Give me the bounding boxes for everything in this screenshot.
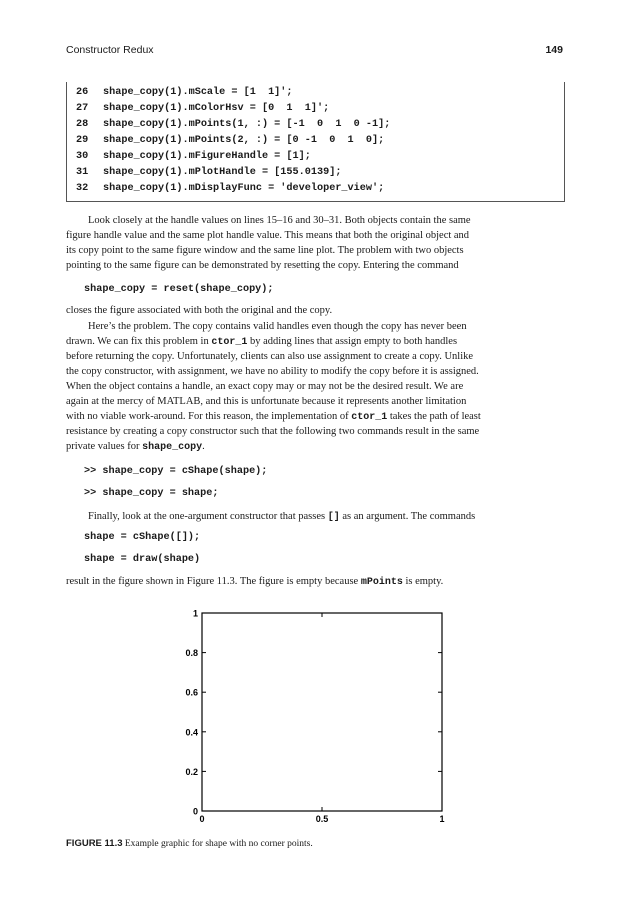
text-run: with no viable work-around. For this reason, the implementation of <box>66 411 352 422</box>
x-tick-label: 1 <box>439 814 445 824</box>
y-tick-label: 0 <box>192 806 198 817</box>
code-line <box>76 135 384 151</box>
command-copy-constructor: >> shape_copy = cShape(shape); <box>84 466 268 477</box>
line-number: 29 <box>76 135 89 146</box>
line-number: 27 <box>76 103 89 114</box>
y-tick-label: 0.4 <box>185 727 198 738</box>
text-run: Finally, look at the one-argument constructor that passes <box>88 511 328 522</box>
caption-text: Example graphic for shape with no corner points. <box>124 839 313 849</box>
code-text: shape_copy(1).mPlotHandle = [155.0139]; <box>103 167 342 178</box>
y-tick-label: 1 <box>192 608 198 619</box>
inline-code: ctor_1 <box>211 337 248 348</box>
text-line: resistance by creating a copy constructor such that the following two commands result in the same <box>66 426 480 437</box>
y-tick-label: 0.2 <box>185 766 198 777</box>
paragraph-problem <box>66 319 565 454</box>
text-line: closes the figure associated with both the original and the copy. <box>66 305 333 316</box>
inline-code: [] <box>327 512 340 523</box>
code-text: shape_copy(1).mDisplayFunc = 'developer_view'; <box>103 183 385 194</box>
code-text: shape_copy(1).mScale = [1 1]'; <box>103 87 293 98</box>
text-run: drawn. We can fix this problem in <box>66 336 212 347</box>
text-line: its copy point to the same figure window and the same line plot. The problem with two objects <box>66 245 464 256</box>
text-line <box>66 409 565 424</box>
text-line: When the object contains a handle, an exact copy may or may not be the desired result. We are <box>66 381 464 392</box>
command-draw: shape = draw(shape) <box>84 554 201 565</box>
line-number: 28 <box>76 119 89 130</box>
code-text: shape_copy(1).mPoints(2, :) = [0 -1 0 1 0]; <box>103 135 385 146</box>
paragraph-handles <box>66 213 565 273</box>
text-line <box>66 509 565 524</box>
inline-code: shape_copy <box>142 442 203 453</box>
text-run: result in the figure shown in Figure 11.3. The figure is empty because <box>66 576 361 587</box>
caption-label: FIGURE 11.3 <box>66 838 123 849</box>
code-text: shape_copy(1).mColorHsv = [0 1 1]'; <box>103 103 330 114</box>
figure-caption <box>66 838 313 849</box>
x-tick-label: 0 <box>199 814 205 824</box>
line-number: 26 <box>76 87 89 98</box>
text-line: Here’s the problem. The copy contains valid handles even though the copy has never been <box>88 321 467 332</box>
inline-code: mPoints <box>360 577 403 588</box>
y-tick-label: 0.8 <box>185 648 198 659</box>
code-line <box>76 103 329 119</box>
text-line <box>66 334 565 349</box>
code-line <box>76 151 311 167</box>
figure-11-3 <box>150 605 460 825</box>
command-reset: shape_copy = reset(shape_copy); <box>84 284 274 295</box>
text-run: by adding lines that assign empty to both handles <box>247 336 458 347</box>
text-run: . <box>202 441 205 452</box>
code-line <box>76 119 390 135</box>
text-line: pointing to the same figure can be demonstrated by resetting the copy. Entering the command <box>66 260 459 271</box>
code-line <box>76 87 293 103</box>
x-tick-label: 0.5 <box>315 814 329 824</box>
line-number: 31 <box>76 167 89 178</box>
page-number: 149 <box>545 44 563 56</box>
text-run: private values for <box>66 441 143 452</box>
line-number: 30 <box>76 151 89 162</box>
text-run: takes the path of least <box>387 411 481 422</box>
code-text: shape_copy(1).mFigureHandle = [1]; <box>103 151 311 162</box>
code-listing <box>66 82 565 202</box>
command-empty-constructor: shape = cShape([]); <box>84 532 201 543</box>
empty-plot <box>150 605 460 825</box>
text-run: as an argument. The commands <box>339 511 476 522</box>
text-line: figure handle value and the same plot handle value. This means that both the original object and <box>66 230 470 241</box>
text-line: the copy constructor, with assignment, we have no ability to modify the copy before it is assigned. <box>66 366 479 377</box>
paragraph-finally <box>66 509 565 524</box>
axes-frame <box>202 613 442 811</box>
text-line <box>66 439 565 454</box>
code-line <box>76 167 341 183</box>
y-tick-label: 0.6 <box>185 687 198 698</box>
text-line <box>66 574 565 589</box>
inline-code: ctor_1 <box>351 412 388 423</box>
line-number: 32 <box>76 183 89 194</box>
code-text: shape_copy(1).mPoints(1, :) = [-1 0 1 0 -1]; <box>103 119 391 130</box>
code-line <box>76 183 384 199</box>
chapter-title: Constructor Redux <box>66 44 154 56</box>
text-line: again at the mercy of MATLAB, and this is unfortunate because it represents another limitation <box>66 396 467 407</box>
paragraph-result <box>66 574 565 589</box>
paragraph-closes <box>66 303 565 318</box>
command-assignment: >> shape_copy = shape; <box>84 488 219 499</box>
running-head <box>66 44 563 60</box>
text-line: Look closely at the handle values on lines 15–16 and 30–31. Both objects contain the same <box>88 215 471 226</box>
text-line: before returning the copy. Unfortunately, clients can also use assignment to create a copy. Unlike <box>66 351 474 362</box>
text-run: is empty. <box>402 576 444 587</box>
